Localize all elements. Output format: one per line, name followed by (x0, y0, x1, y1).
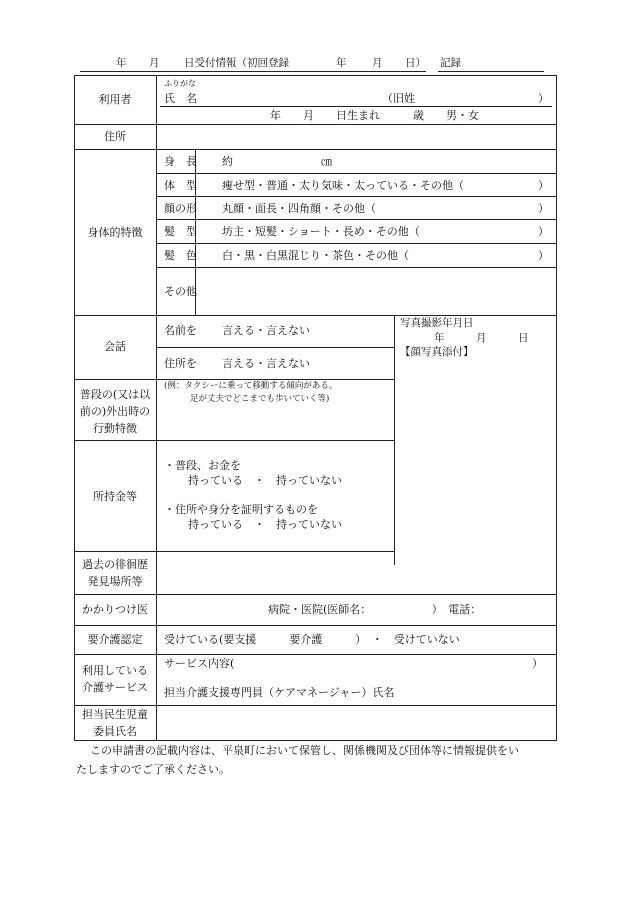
feature-value-build: 痩せ型・普通・太り気味・太っている・その他（ (222, 179, 464, 192)
feature-value-haircolor: 白・黒・白黒混じり・茶色・その他（ (222, 249, 409, 262)
behavior-label-line1: 普段の(又は以 (79, 388, 151, 401)
header-underline-2 (438, 71, 544, 72)
photo-date-label: 写真撮影年月日 (400, 317, 474, 329)
wander-label-line1: 過去の徘徊歴 (82, 558, 148, 571)
doctor-value: 病院・医院(医師名： ） 電話： (268, 603, 482, 616)
feature-close-hairstyle: ） (538, 225, 549, 238)
care-cert-value: 受けている(要支援 要介護 ） ・ 受けていない (164, 633, 460, 646)
money-label: 所持金等 (93, 490, 137, 503)
care-cert-label: 要介護認定 (87, 633, 143, 646)
old-name-close: ） (538, 92, 549, 105)
wander-label (74, 556, 156, 590)
user-label: 利用者 (98, 93, 132, 106)
conv-name-a: 言える・言えない (222, 324, 310, 337)
furigana-label: ふりがな (164, 79, 196, 88)
behavior-label-line3: 行動特徴 (93, 422, 137, 435)
wander-label-line2: 発見場所等 (87, 575, 143, 588)
grid-h11 (74, 440, 394, 441)
money-a2: 持っている ・ 持っていない (188, 518, 342, 531)
grid-bottom (74, 740, 557, 741)
grid-h7 (156, 267, 557, 268)
feature-value-face: 丸顔・面長・四角顔・その他（ (222, 202, 376, 215)
name-underline (160, 106, 552, 107)
grid-right (556, 75, 557, 741)
grid-h4 (156, 196, 557, 197)
header-month: 月 (149, 57, 160, 69)
grid-h8 (74, 315, 557, 316)
header-day2: 日） (405, 57, 426, 69)
money-a1: 持っている ・ 持っていない (188, 474, 342, 487)
conversation-label: 会話 (104, 340, 126, 353)
welfare-label (74, 706, 156, 740)
grid-h15 (74, 654, 557, 655)
feature-close-haircolor: ） (538, 249, 549, 262)
grid-h13 (74, 594, 557, 595)
header-reception: 日受付情報（初回登録 (184, 57, 289, 69)
doctor-label: かかりつけ医 (82, 603, 148, 616)
old-name-label: （旧姓 (382, 92, 415, 105)
care-service-label (74, 662, 156, 696)
behavior-label (74, 386, 156, 437)
money-q2: ・住所や身分を証明するものを (164, 503, 318, 516)
header-year2: 年 (336, 57, 347, 69)
care-service-label-line2: 介護サービス (82, 681, 148, 694)
feature-name-build: 体 型 (164, 179, 197, 192)
photo-date-value: 年 月 日 (434, 332, 529, 344)
header-underline-1 (80, 71, 426, 72)
care-service-close: ） (532, 657, 543, 670)
money-q1: ・普段、お金を (164, 459, 241, 472)
header-record: 記録 (440, 57, 461, 69)
grid-h1 (74, 124, 557, 125)
grid-photo-col (394, 315, 395, 565)
grid-h10 (74, 379, 394, 380)
header-month2: 月 (372, 57, 383, 69)
header-year: 年 (116, 57, 127, 69)
care-manager-label: 担当介護支援専門員（ケアマネージャー）氏名 (164, 686, 395, 699)
feature-other: その他 (164, 285, 197, 298)
grid-h2 (74, 149, 557, 150)
grid-h3 (156, 173, 557, 174)
welfare-label-line2: 委員氏名 (93, 725, 137, 738)
feature-value-hairstyle: 坊主・短髪・ショート・長め・その他（ (222, 225, 420, 238)
grid-h12 (74, 551, 394, 552)
conv-name-q: 名前を (164, 324, 197, 337)
welfare-label-line1: 担当民生児童 (82, 708, 148, 721)
birth-line: 年 月 日生まれ 歳 男・女 (270, 109, 479, 122)
address-label: 住所 (104, 130, 126, 143)
feature-name-face: 顔の形 (164, 202, 197, 215)
feature-name-hairstyle: 髪 型 (164, 225, 197, 238)
feature-close-face: ） (538, 202, 549, 215)
conv-address-q: 住所を (164, 357, 197, 370)
feature-name-haircolor: 髪 色 (164, 249, 197, 262)
feature-close-build: ） (538, 179, 549, 192)
feature-name-height: 身 長 (164, 155, 197, 168)
behavior-label-line2: 前の)外出時の (79, 405, 151, 418)
care-service-label-line1: 利用している (82, 664, 148, 677)
grid-h9 (156, 347, 394, 348)
physical-label: 身体的特徴 (87, 226, 143, 239)
grid-h5 (156, 219, 557, 220)
grid-top (74, 75, 557, 76)
feature-value-height: 約 ㎝ (222, 155, 332, 168)
name-label: 氏 名 (164, 92, 197, 105)
grid-h14 (74, 625, 557, 626)
footer-line2: たしますのでご了承ください。 (76, 763, 230, 776)
grid-label-col (156, 75, 157, 741)
behavior-example-2: 足が丈夫でどこまでも歩いていく等) (190, 394, 330, 404)
conv-address-a: 言える・言えない (222, 357, 310, 370)
behavior-example-1: (例：タクシーに乗って移動する傾向がある。 (164, 381, 338, 391)
care-service-content: サービス内容( (164, 657, 235, 670)
grid-h6 (156, 243, 557, 244)
photo-attach-label: 【顔写真添付】 (400, 346, 474, 358)
footer-line1: この申請書の記載内容は、平泉町において保管し、関係機関及び団体等に情報提供をい (90, 744, 519, 757)
